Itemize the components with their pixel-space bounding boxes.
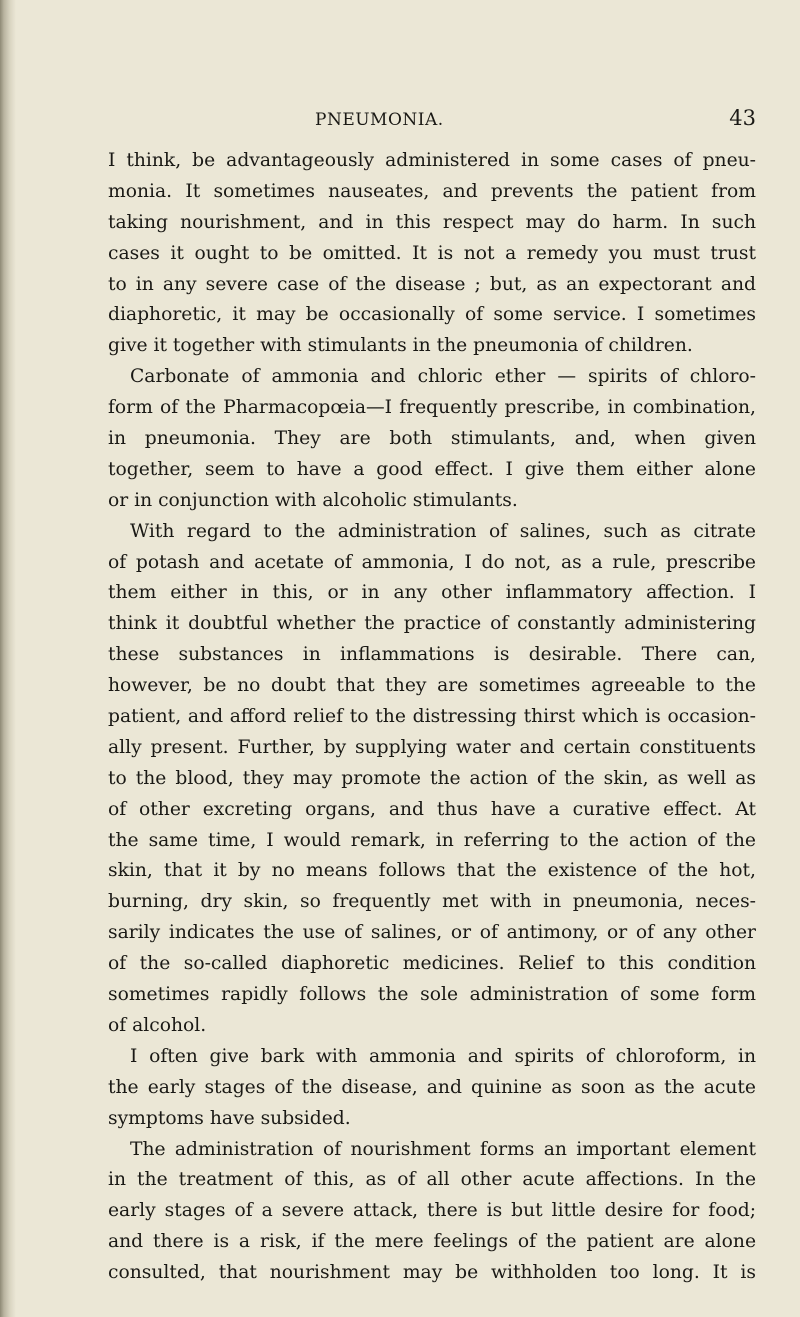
text-line: in pneumonia. They are both stimulants, and, when given <box>108 428 756 450</box>
text-line: and there is a risk, if the mere feelings of the patient are alone <box>108 1231 756 1253</box>
page-gutter-shadow <box>0 0 16 1317</box>
text-line: to the blood, they may promote the action of the skin, as well as <box>108 767 756 789</box>
text-line: taking nourishment, and in this respect may do harm. In such <box>108 211 756 233</box>
page-number: 43 <box>729 106 756 130</box>
text-line: together, seem to have a good effect. I give them either alone <box>108 458 756 480</box>
paragraph <box>108 517 756 1042</box>
text-line: the early stages of the disease, and quinine as soon as the acute <box>108 1076 756 1098</box>
text-line: of the so-called diaphoretic medicines. Relief to this condition <box>108 953 756 975</box>
text-line: the same time, I would remark, in referring to the action of the <box>108 829 756 851</box>
page-header <box>108 108 756 138</box>
text-line: sarily indicates the use of salines, or of antimony, or of any other <box>108 922 756 944</box>
text-line: think it doubtful whether the practice of constantly administering <box>108 613 756 635</box>
paragraph <box>108 1135 756 1289</box>
text-line: of alcohol. <box>108 1014 207 1036</box>
text-line: Carbonate of ammonia and chloric ether — spirits of chloro- <box>130 366 756 388</box>
body-text <box>108 146 756 1289</box>
text-line: The administration of nourishment forms an important element <box>130 1138 756 1160</box>
text-line: burning, dry skin, so frequently met with in pneumonia, neces- <box>108 891 756 913</box>
paragraph <box>108 146 756 362</box>
text-line: form of the Pharmacopœia—I frequently prescribe, in combination, <box>108 397 756 419</box>
text-line: I often give bark with ammonia and spirits of chloroform, in <box>130 1045 756 1067</box>
paragraph <box>108 1042 756 1135</box>
text-line: or in conjunction with alcoholic stimulants. <box>108 489 518 511</box>
running-head: PNEUMONIA. <box>315 110 444 130</box>
text-line: of potash and acetate of ammonia, I do not, as a rule, prescribe <box>108 551 756 573</box>
text-line: to in any severe case of the disease ; but, as an expectorant and <box>108 273 756 295</box>
text-line: With regard to the administration of salines, such as citrate <box>130 520 756 542</box>
text-line: sometimes rapidly follows the sole administration of some form <box>108 984 756 1006</box>
text-line: these substances in inflammations is desirable. There can, <box>108 644 756 666</box>
text-line: early stages of a severe attack, there is but little desire for food; <box>108 1200 756 1222</box>
text-line: give it together with stimulants in the pneumonia of children. <box>108 335 693 357</box>
text-line: of other excreting organs, and thus have a curative effect. At <box>108 798 756 820</box>
text-line: monia. It sometimes nauseates, and prevents the patient from <box>108 180 756 202</box>
text-line: skin, that it by no means follows that the existence of the hot, <box>108 860 756 882</box>
text-line: consulted, that nourishment may be withholden too long. It is <box>108 1262 756 1284</box>
text-line: patient, and afford relief to the distressing thirst which is occasion- <box>108 706 756 728</box>
text-line: diaphoretic, it may be occasionally of some service. I sometimes <box>108 304 756 326</box>
text-line: symptoms have subsided. <box>108 1107 351 1129</box>
text-line: cases it ought to be omitted. It is not a remedy you must trust <box>108 242 756 264</box>
text-line: in the treatment of this, as of all other acute affections. In the <box>108 1169 756 1191</box>
paragraph <box>108 362 756 516</box>
text-line: ally present. Further, by supplying water and certain constituents <box>108 736 756 758</box>
text-line: however, be no doubt that they are sometimes agreeable to the <box>108 675 756 697</box>
text-line: I think, be advantageously administered in some cases of pneu- <box>108 150 756 171</box>
text-line: them either in this, or in any other inflammatory affection. I <box>108 582 756 604</box>
